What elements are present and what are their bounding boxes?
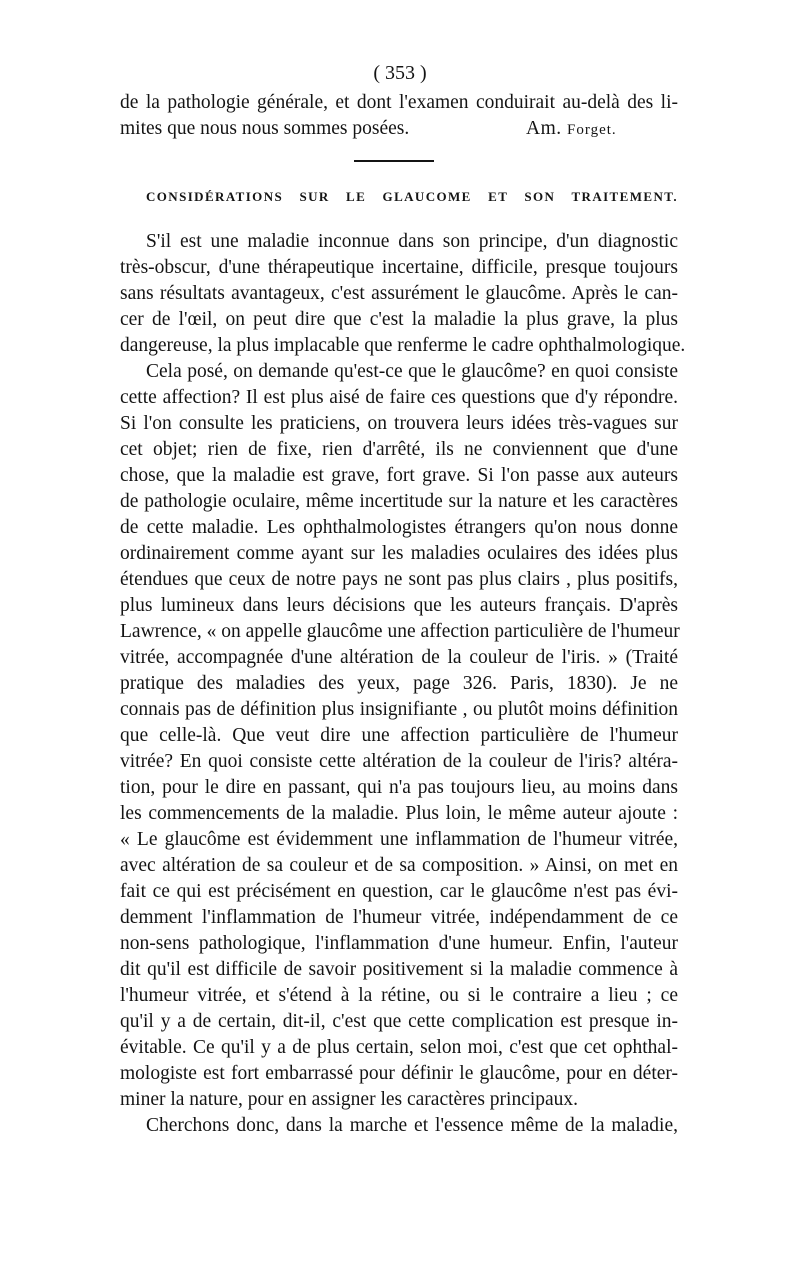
author-signature <box>526 116 617 143</box>
page-number: ( 353 ) <box>373 62 427 84</box>
body-line: ordinairement comme ayant sur les maladies oculaires des idées plus <box>120 543 678 564</box>
body-line: mologiste est fort embarrassé pour définir le glaucôme, pour en déter- <box>120 1063 678 1084</box>
body-line: dangereuse, la plus implacable que renferme le cadre ophthalmologique. <box>120 335 686 356</box>
body-line: qu'il y a de certain, dit-il, c'est que cette complication est presque in- <box>120 1011 678 1032</box>
body-line: de pathologie oculaire, même incertitude sur la nature et les caractères <box>120 491 678 512</box>
body-line: cet objet; rien de fixe, rien d'arrêté, ils ne conviennent que d'une <box>120 439 678 460</box>
body-line: demment l'inflammation de l'humeur vitrée, indépendamment de ce <box>120 907 678 928</box>
body-line: « Le glaucôme est évidemment une inflammation de l'humeur vitrée, <box>120 829 678 850</box>
body-line: les commencements de la maladie. Plus loin, le même auteur ajoute : <box>120 803 678 824</box>
body-line: Cela posé, on demande qu'est-ce que le glaucôme? en quoi consiste <box>146 361 678 382</box>
body-line: plus lumineux dans leurs décisions que les auteurs français. D'après <box>120 595 678 616</box>
body-line: très-obscur, d'une thérapeutique incertaine, difficile, presque toujours <box>120 257 678 278</box>
body-line: tion, pour le dire en passant, qui n'a pas toujours lieu, au moins dans <box>120 777 678 798</box>
section-heading: CONSIDÉRATIONS SUR LE GLAUCOME ET SON TRAITEMENT. <box>146 189 678 204</box>
body-line: fait ce qui est précisément en question, car le glaucôme n'est pas évi- <box>120 881 678 902</box>
body-line: connais pas de définition plus insignifiante , ou plutôt moins définition <box>120 699 678 720</box>
body-line: Cherchons donc, dans la marche et l'essence même de la maladie, <box>146 1115 678 1136</box>
body-line: étendues que ceux de notre pays ne sont pas plus clairs , plus positifs, <box>120 569 678 590</box>
body-line: l'humeur vitrée, et s'étend à la rétine, ou si le contraire a lieu ; ce <box>120 985 678 1006</box>
body-line: miner la nature, pour en assigner les caractères principaux. <box>120 1089 579 1110</box>
signature-first: Am. <box>526 118 562 139</box>
body-line: dit qu'il est difficile de savoir positivement si la maladie commence à <box>120 959 678 980</box>
body-line: vitrée, accompagnée d'une altération de la couleur de l'iris. » (Traité <box>120 647 678 668</box>
intro-line-2: mites que nous nous sommes posées. <box>120 118 410 139</box>
signature-last: Forget. <box>567 122 617 138</box>
body-line: Si l'on consulte les praticiens, on trouvera leurs idées très-vagues sur <box>120 413 678 434</box>
intro-line-1: de la pathologie générale, et dont l'examen conduirait au-delà des li- <box>120 92 678 113</box>
body-line: cer de l'œil, on peut dire que c'est la maladie la plus grave, la plus <box>120 309 678 330</box>
body-line: vitrée? En quoi consiste cette altération de la couleur de l'iris? altéra- <box>120 751 678 772</box>
body-line: sans résultats avantageux, c'est assurément le glaucôme. Après le can- <box>120 283 678 304</box>
body-line: pratique des maladies des yeux, page 326. Paris, 1830). Je ne <box>120 673 678 694</box>
body-line: de cette maladie. Les ophthalmologistes étrangers qu'on nous donne <box>120 517 678 538</box>
body-line: que celle-là. Que veut dire une affection particulière de l'humeur <box>120 725 678 746</box>
body-line: non-sens pathologique, l'inflammation d'une humeur. Enfin, l'auteur <box>120 933 678 954</box>
section-divider <box>354 160 434 162</box>
body-line: chose, que la maladie est grave, fort grave. Si l'on passe aux auteurs <box>120 465 678 486</box>
body-line: S'il est une maladie inconnue dans son principe, d'un diagnostic <box>146 231 678 252</box>
body-line: cette affection? Il est plus aisé de faire ces questions que d'y répondre. <box>120 387 678 408</box>
body-line: avec altération de sa couleur et de sa composition. » Ainsi, on met en <box>120 855 678 876</box>
body-line: évitable. Ce qu'il y a de plus certain, selon moi, c'est que cet ophthal- <box>120 1037 678 1058</box>
body-line: Lawrence, « on appelle glaucôme une affection particulière de l'humeur <box>120 621 680 642</box>
